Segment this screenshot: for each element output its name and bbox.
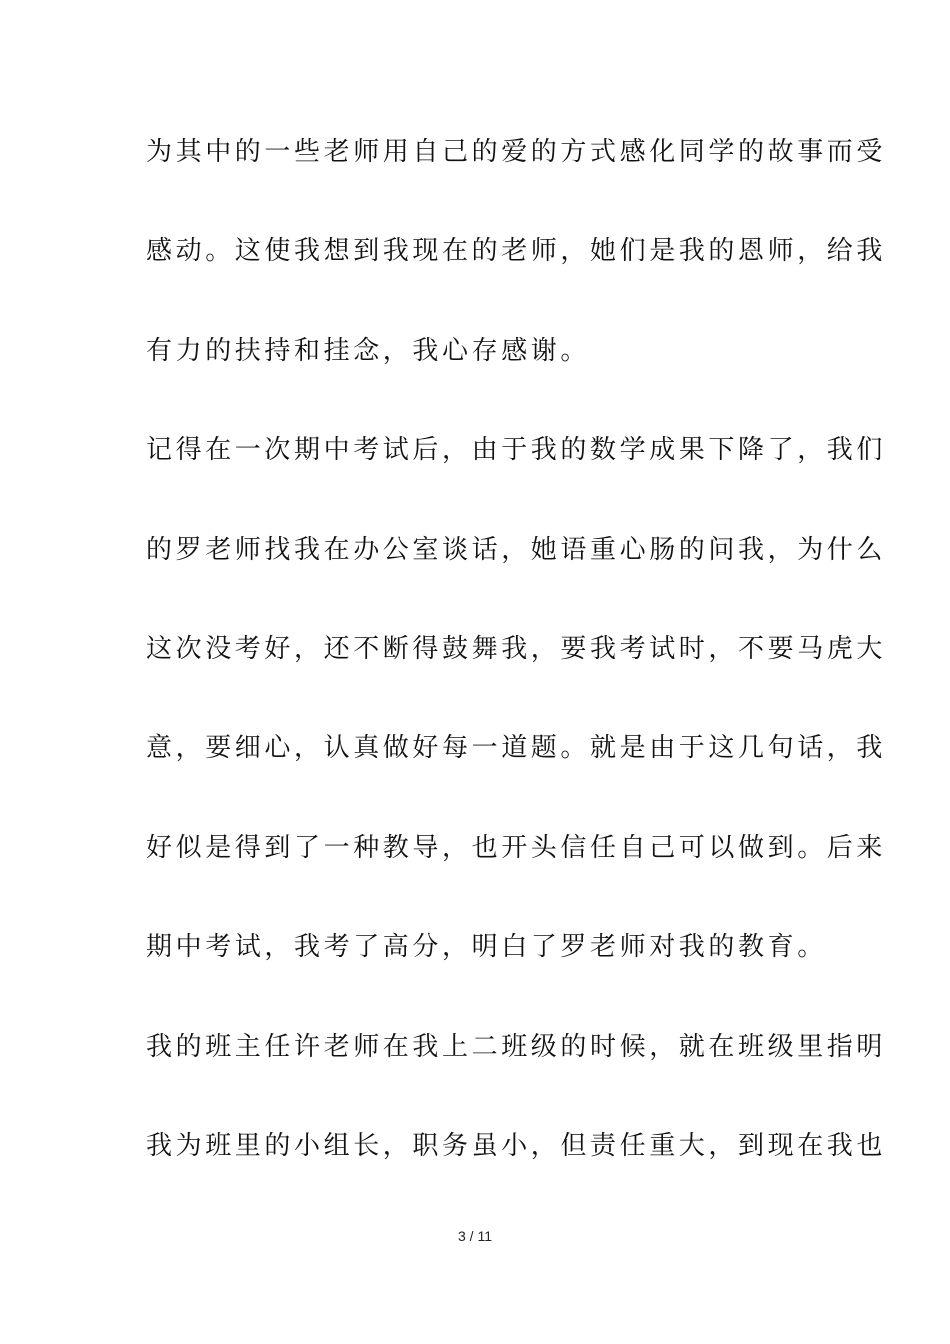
text-line: 有力的扶持和挂念，我心存感谢。 — [146, 336, 591, 366]
text-line: 我为班里的小组长，职务虽小，但责任重大，到现在我也 — [146, 1131, 887, 1161]
text-line: 我的班主任许老师在我上二班级的时候，就在班级里指明 — [146, 1032, 887, 1062]
text-line: 意，要细心，认真做好每一道题。就是由于这几句话，我 — [146, 733, 887, 763]
text-line: 记得在一次期中考试后，由于我的数学成果下降了，我们 — [146, 435, 887, 465]
text-line: 为其中的一些老师用自己的爱的方式感化同学的故事而受 — [146, 137, 887, 167]
text-line: 好似是得到了一种教导，也开头信任自己可以做到。后来 — [146, 833, 887, 863]
text-line: 的罗老师找我在办公室谈话，她语重心肠的问我，为什么 — [146, 535, 887, 565]
text-line: 感动。这使我想到我现在的老师，她们是我的恩师，给我 — [146, 236, 887, 266]
text-line: 这次没考好，还不断得鼓舞我，要我考试时，不要马虎大 — [146, 634, 887, 664]
text-line: 期中考试，我考了高分，明白了罗老师对我的教育。 — [146, 932, 827, 962]
page-number: 3 / 11 — [458, 1228, 492, 1244]
